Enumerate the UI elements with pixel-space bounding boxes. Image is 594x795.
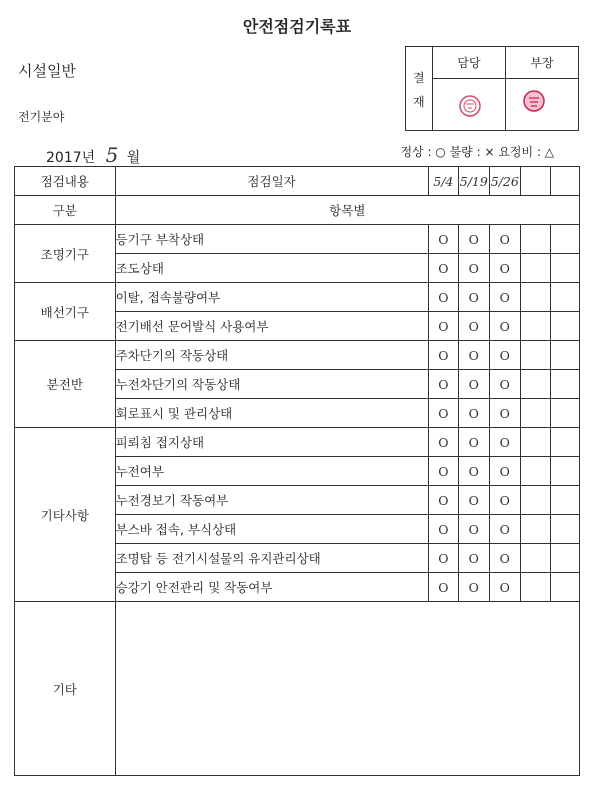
month-value: 5 xyxy=(105,143,119,167)
check-mark: O xyxy=(459,457,489,486)
check-mark xyxy=(521,370,550,399)
check-mark xyxy=(550,457,579,486)
check-mark: O xyxy=(428,486,458,515)
date-line xyxy=(46,143,140,167)
month-suffix: 월 xyxy=(126,150,141,166)
check-mark xyxy=(521,254,550,283)
item-label: 주차단기의 작동상태 xyxy=(115,341,428,370)
check-mark: O xyxy=(489,399,521,428)
check-mark xyxy=(521,573,550,602)
check-mark xyxy=(521,457,550,486)
check-mark: O xyxy=(459,399,489,428)
item-label: 등기구 부착상태 xyxy=(115,225,428,254)
check-mark xyxy=(550,370,579,399)
check-mark xyxy=(550,573,579,602)
check-mark xyxy=(521,428,550,457)
check-mark: O xyxy=(489,312,521,341)
check-mark: O xyxy=(459,573,489,602)
item-label: 누전차단기의 작동상태 xyxy=(115,370,428,399)
check-mark: O xyxy=(428,515,458,544)
item-label: 전기배선 문어발식 사용여부 xyxy=(115,312,428,341)
check-mark: O xyxy=(428,283,458,312)
check-mark: O xyxy=(459,544,489,573)
check-mark: O xyxy=(428,457,458,486)
approval-head-1: 담당 xyxy=(433,47,506,79)
date-cell: 5/26 xyxy=(489,167,521,196)
approval-sign-cell-1 xyxy=(433,79,506,130)
check-mark: O xyxy=(459,370,489,399)
check-mark: O xyxy=(428,573,458,602)
category-cell: 기타사항 xyxy=(15,428,116,602)
header-content: 점검내용 xyxy=(15,167,116,196)
check-mark: O xyxy=(459,254,489,283)
check-mark: O xyxy=(489,370,521,399)
check-mark xyxy=(521,341,550,370)
check-mark: O xyxy=(428,312,458,341)
category-cell: 배선기구 xyxy=(15,283,116,341)
item-label: 승강기 안전관리 및 작동여부 xyxy=(115,573,428,602)
check-mark: O xyxy=(459,312,489,341)
check-mark: O xyxy=(428,370,458,399)
header-category: 구분 xyxy=(15,196,116,225)
check-mark xyxy=(550,254,579,283)
check-mark: O xyxy=(489,254,521,283)
field-label: 전기분야 xyxy=(18,110,65,124)
check-mark: O xyxy=(459,225,489,254)
header-items: 항목별 xyxy=(115,196,579,225)
check-mark: O xyxy=(489,573,521,602)
item-label: 부스바 접속, 부식상태 xyxy=(115,515,428,544)
check-mark xyxy=(521,312,550,341)
item-label: 누전여부 xyxy=(115,457,428,486)
check-mark: O xyxy=(459,341,489,370)
date-cell: 5/4 xyxy=(428,167,458,196)
item-label: 회로표시 및 관리상태 xyxy=(115,399,428,428)
check-mark xyxy=(550,225,579,254)
item-label: 이탈, 접속불량여부 xyxy=(115,283,428,312)
date-cell: 5/19 xyxy=(459,167,489,196)
approval-label-1: 결 xyxy=(413,71,425,85)
check-mark: O xyxy=(428,428,458,457)
category-cell: 분전반 xyxy=(15,341,116,428)
check-mark: O xyxy=(428,544,458,573)
check-mark xyxy=(550,486,579,515)
check-mark xyxy=(550,341,579,370)
check-mark xyxy=(550,515,579,544)
check-mark xyxy=(521,486,550,515)
inspection-table xyxy=(14,166,580,776)
table-header-row xyxy=(15,167,580,196)
stamp-seal-icon xyxy=(433,79,506,130)
year-text: 2017년 xyxy=(46,150,96,166)
item-label: 조명탑 등 전기시설물의 유지관리상태 xyxy=(115,544,428,573)
date-cell xyxy=(521,167,550,196)
category-cell: 조명기구 xyxy=(15,225,116,283)
check-mark: O xyxy=(489,515,521,544)
check-mark xyxy=(521,544,550,573)
check-mark xyxy=(521,399,550,428)
stamp-seal-icon xyxy=(506,79,578,130)
table-row xyxy=(15,428,580,457)
facility-label: 시설일반 xyxy=(18,62,76,80)
check-mark: O xyxy=(428,225,458,254)
date-cell xyxy=(550,167,579,196)
check-mark xyxy=(550,544,579,573)
check-mark: O xyxy=(459,515,489,544)
category-cell-other: 기타 xyxy=(15,602,116,776)
check-mark: O xyxy=(489,544,521,573)
check-mark xyxy=(550,399,579,428)
check-mark: O xyxy=(428,341,458,370)
table-subheader-row xyxy=(15,196,580,225)
table-row xyxy=(15,341,580,370)
check-mark xyxy=(521,515,550,544)
check-mark: O xyxy=(428,399,458,428)
check-mark xyxy=(521,283,550,312)
check-mark xyxy=(550,283,579,312)
table-row xyxy=(15,283,580,312)
check-mark: O xyxy=(459,486,489,515)
check-mark xyxy=(550,428,579,457)
check-mark: O xyxy=(489,283,521,312)
check-mark: O xyxy=(489,486,521,515)
approval-label-2: 재 xyxy=(413,95,425,109)
check-mark xyxy=(550,312,579,341)
check-mark: O xyxy=(459,283,489,312)
document-title: 안전점검기록표 xyxy=(242,17,352,36)
approval-head-2: 부장 xyxy=(506,47,578,79)
check-mark: O xyxy=(428,254,458,283)
check-mark: O xyxy=(489,457,521,486)
header-date: 점검일자 xyxy=(115,167,428,196)
approval-sign-cell-2 xyxy=(506,79,578,130)
approval-label-cell xyxy=(406,47,433,130)
legend-text: 정상 : ○ 불량 : × 요정비 : △ xyxy=(400,145,554,159)
item-label: 피뢰침 접지상태 xyxy=(115,428,428,457)
table-row-other xyxy=(15,602,580,776)
item-label: 누전경보기 작동여부 xyxy=(115,486,428,515)
item-label: 조도상태 xyxy=(115,254,428,283)
check-mark xyxy=(521,225,550,254)
other-notes-cell xyxy=(115,602,579,776)
check-mark: O xyxy=(459,428,489,457)
approval-box xyxy=(405,46,579,131)
check-mark: O xyxy=(489,341,521,370)
table-row xyxy=(15,225,580,254)
check-mark: O xyxy=(489,428,521,457)
check-mark: O xyxy=(489,225,521,254)
